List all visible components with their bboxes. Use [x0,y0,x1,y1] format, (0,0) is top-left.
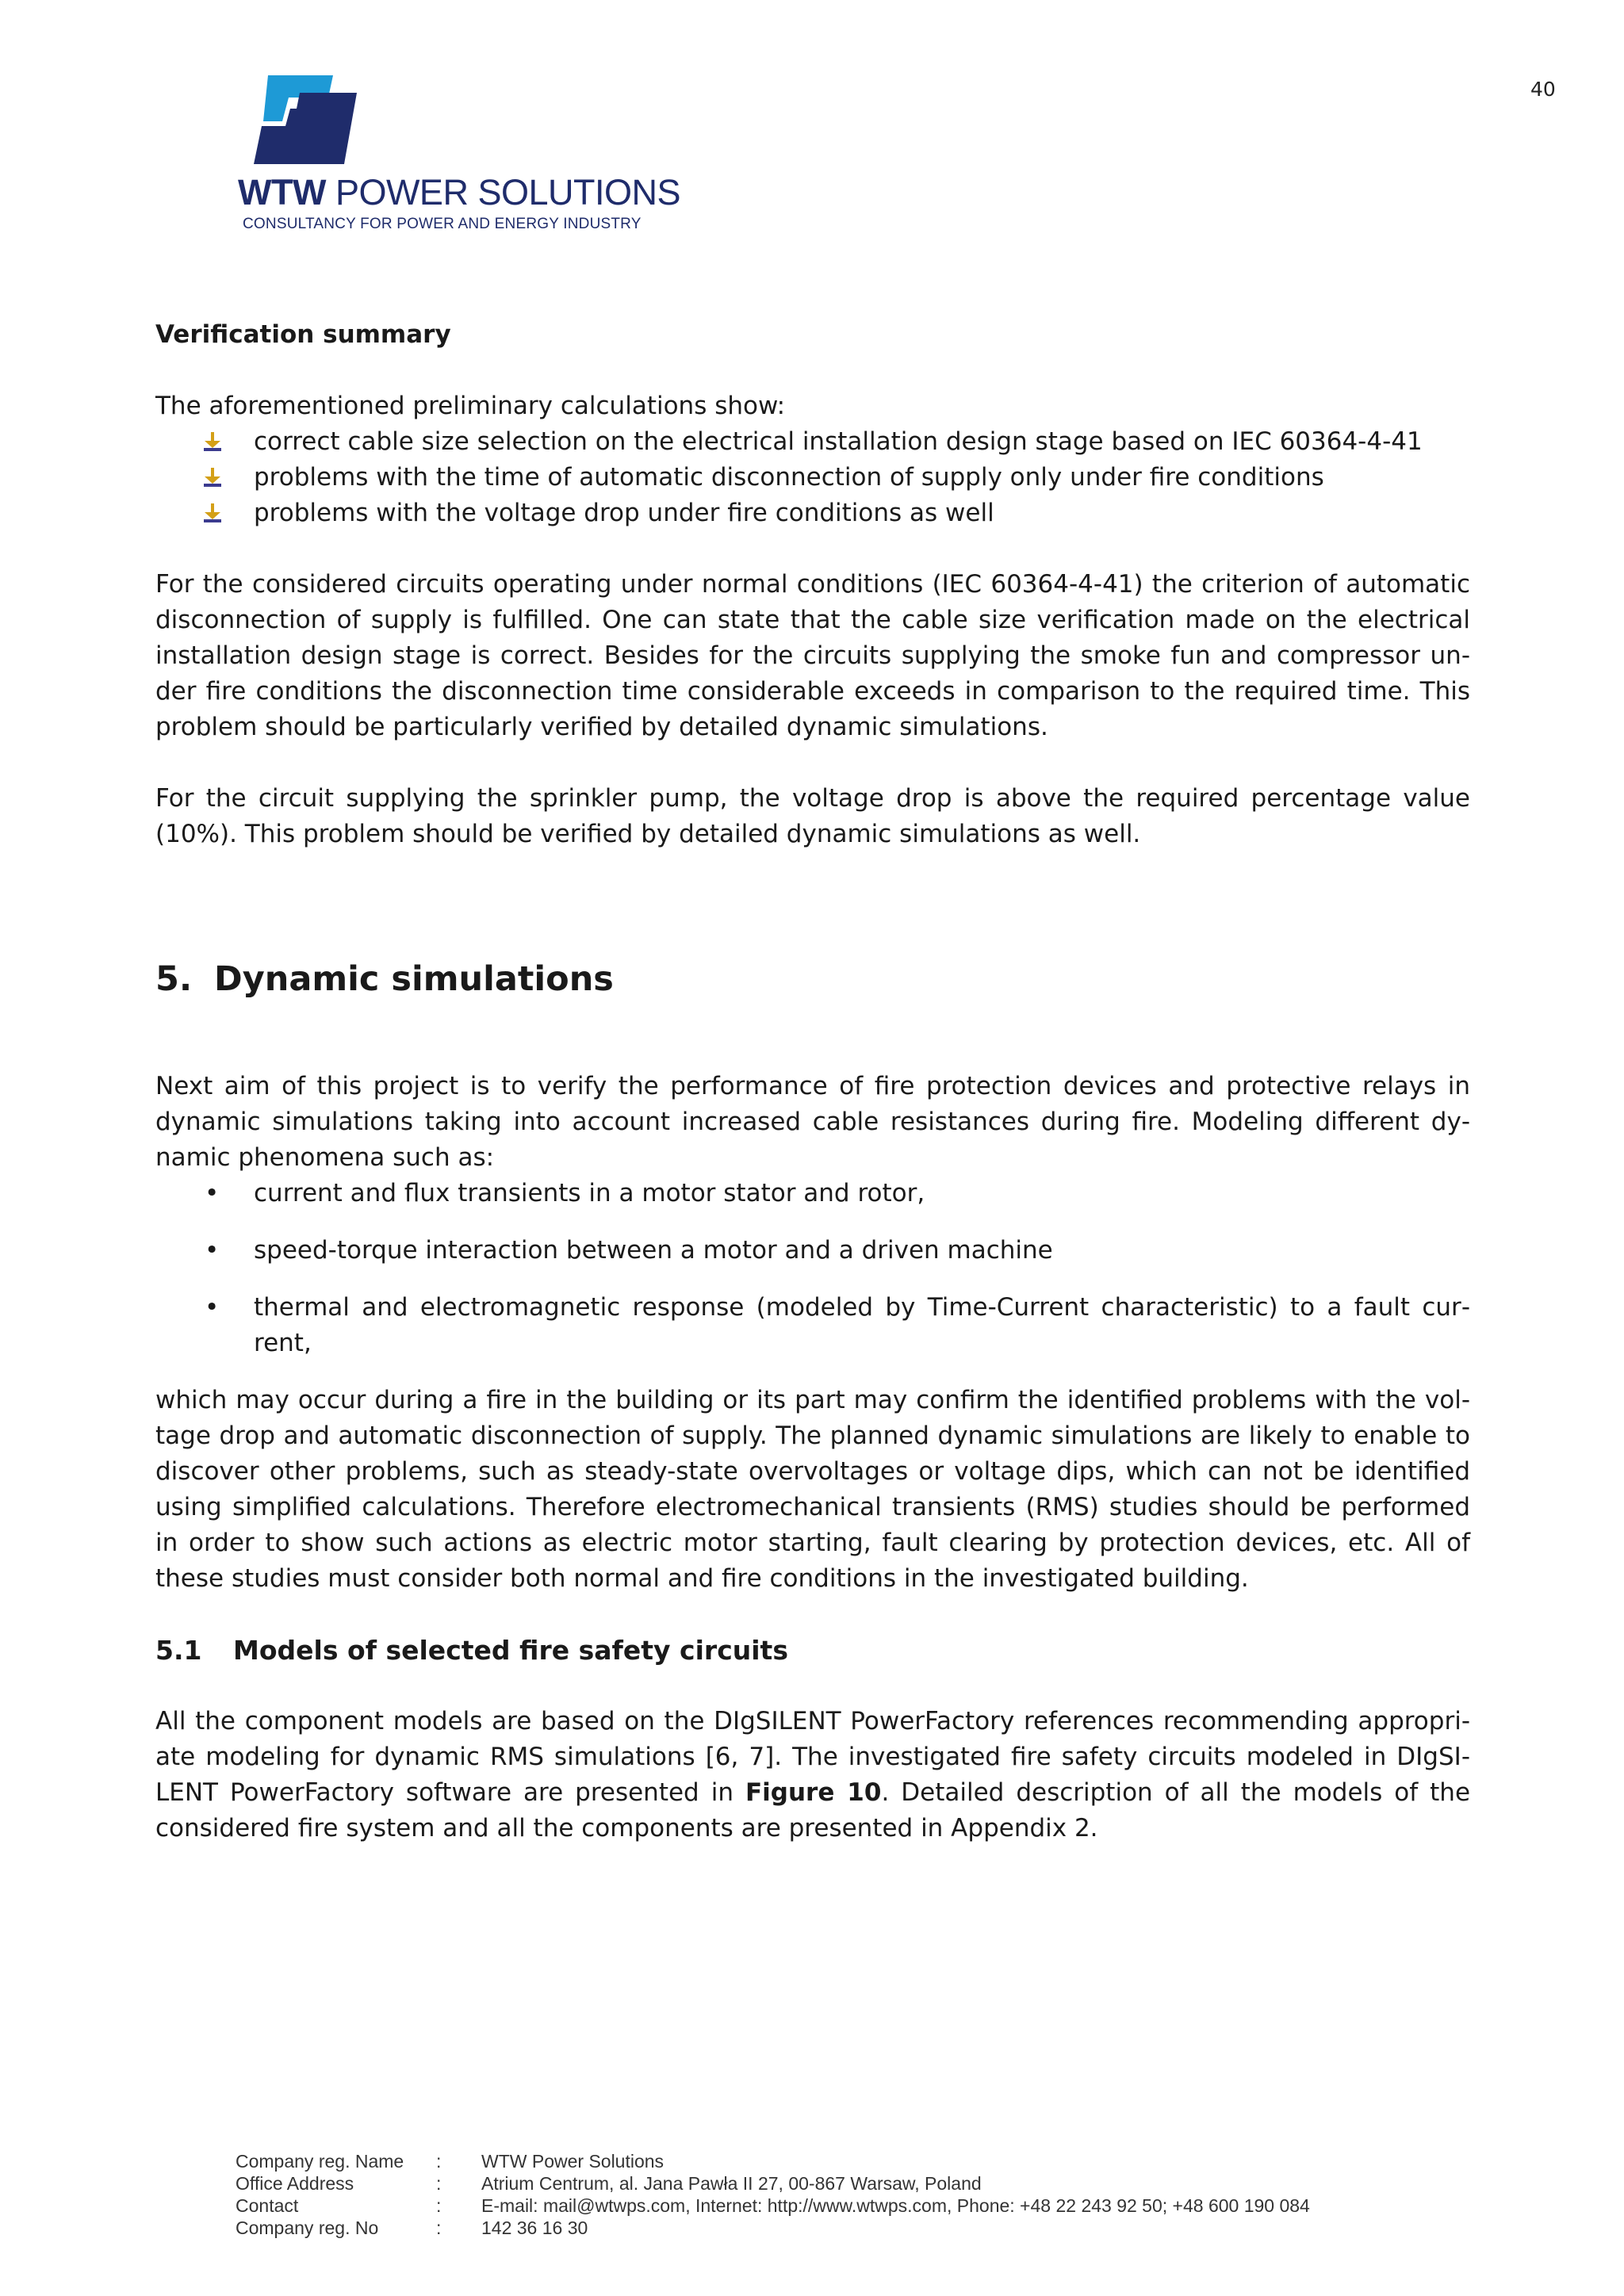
list-item: problems with the time of automatic disconnection of supply only under fire conditions [155,460,1470,496]
bullet-dot-icon: • [205,1236,220,1265]
footer-row: Contact : E-mail: mail@wtwps.com, Internet: http://www.wtwps.com, Phone: +48 22 243 92 50; +48 600 190 084 [236,2195,1310,2216]
section-5-heading: 5. Dynamic simulations [155,959,614,999]
list-item: • thermal and electromagnetic response (modeled by Time-Current characteristic) to a fault current, [155,1290,1470,1361]
verification-bullets [155,424,1470,531]
logo-company-name: WTW POWER SOLUTIONS [238,172,680,212]
footer-row: Office Address : Atrium Centrum, al. Jana Pawła II 27, 00-867 Warsaw, Poland [236,2173,982,2194]
footer-row: Company reg. Name : WTW Power Solutions [236,2151,665,2172]
company-logo [238,75,682,242]
section-5-bullets [155,1176,1470,1361]
logo-tagline: CONSULTANCY FOR POWER AND ENERGY INDUSTRY [243,216,642,232]
footer [236,2150,1310,2239]
section-5-paragraph: which may occur during a fire in the building or its part may confirm the identified problems with the voltage drop and automatic disconnection of supply. The planned dynamic simulations are likely to enable to discover other problems, such as steady-state overvoltages or voltage dips, which can not be identified using simplified calculations. Therefore electromechanical transients (RMS) studies should be performed in order to show such actions as electric motor starting, fault clearing by protection devices, etc. All of these studies must consider both normal and fire conditions in the investigated building. [155,1386,1470,1593]
arrow-bullet-icon [203,468,222,488]
page-number: 40 [1530,78,1556,101]
verification-paragraph-2: For the circuit supplying the sprinkler pump, the voltage drop is above the required percentage value (10%). This problem should be verified by detailed dynamic simulations as well. [155,784,1470,848]
document-body [155,317,1470,1846]
bullet-dot-icon: • [205,1293,220,1322]
list-item: correct cable size selection on the electrical installation design stage based on IEC 60364-4-41 [155,424,1470,460]
figure-reference: Figure 10 [745,1778,882,1807]
arrow-bullet-icon [203,432,222,453]
section-5-intro: Next aim of this project is to verify the performance of fire protection devices and protective relays in dynamic simulations taking into account increased cable resistances during fire. Modeling different dynamic phenomena such as: [155,1072,1470,1172]
arrow-bullet-icon [203,503,222,524]
section-5-1-heading: 5.1 Models of selected fire safety circuits [155,1635,788,1666]
list-item: • current and flux transients in a motor stator and rotor, [155,1176,1470,1211]
bullet-dot-icon: • [205,1179,220,1207]
list-item: • speed-torque interaction between a motor and a driven machine [155,1233,1470,1269]
verification-paragraph-1: For the considered circuits operating under normal conditions (IEC 60364-4-41) the criterion of automatic disconnection of supply is fulfilled. One can state that the cable size verification made on the electrical installation design stage is correct. Besides for the circuits supplying the smoke fun and compressor under fire conditions the disconnection time considerable exceeds in comparison to the required time. This problem should be particularly verified by detailed dynamic simulations. [155,570,1470,741]
footer-row: Company reg. No : 142 36 16 30 [236,2218,588,2238]
list-item: problems with the voltage drop under fire conditions as well [155,496,1470,531]
verification-heading: Verification summary [155,320,451,349]
section-5-1-paragraph: All the component models are based on the DIgSILENT PowerFactory references recommending appropriate modeling for dynamic RMS simulations [6, 7]. The investigated fire safety circuits modeled in DIgSILENT PowerFactory software are presented in Figure 10. Detailed description of all the models of the considered fire system and all the components are presented in Appendix 2. [155,1707,1471,1843]
logo-mark-icon [254,75,357,164]
verification-intro: The aforementioned preliminary calculations show: [155,392,786,420]
